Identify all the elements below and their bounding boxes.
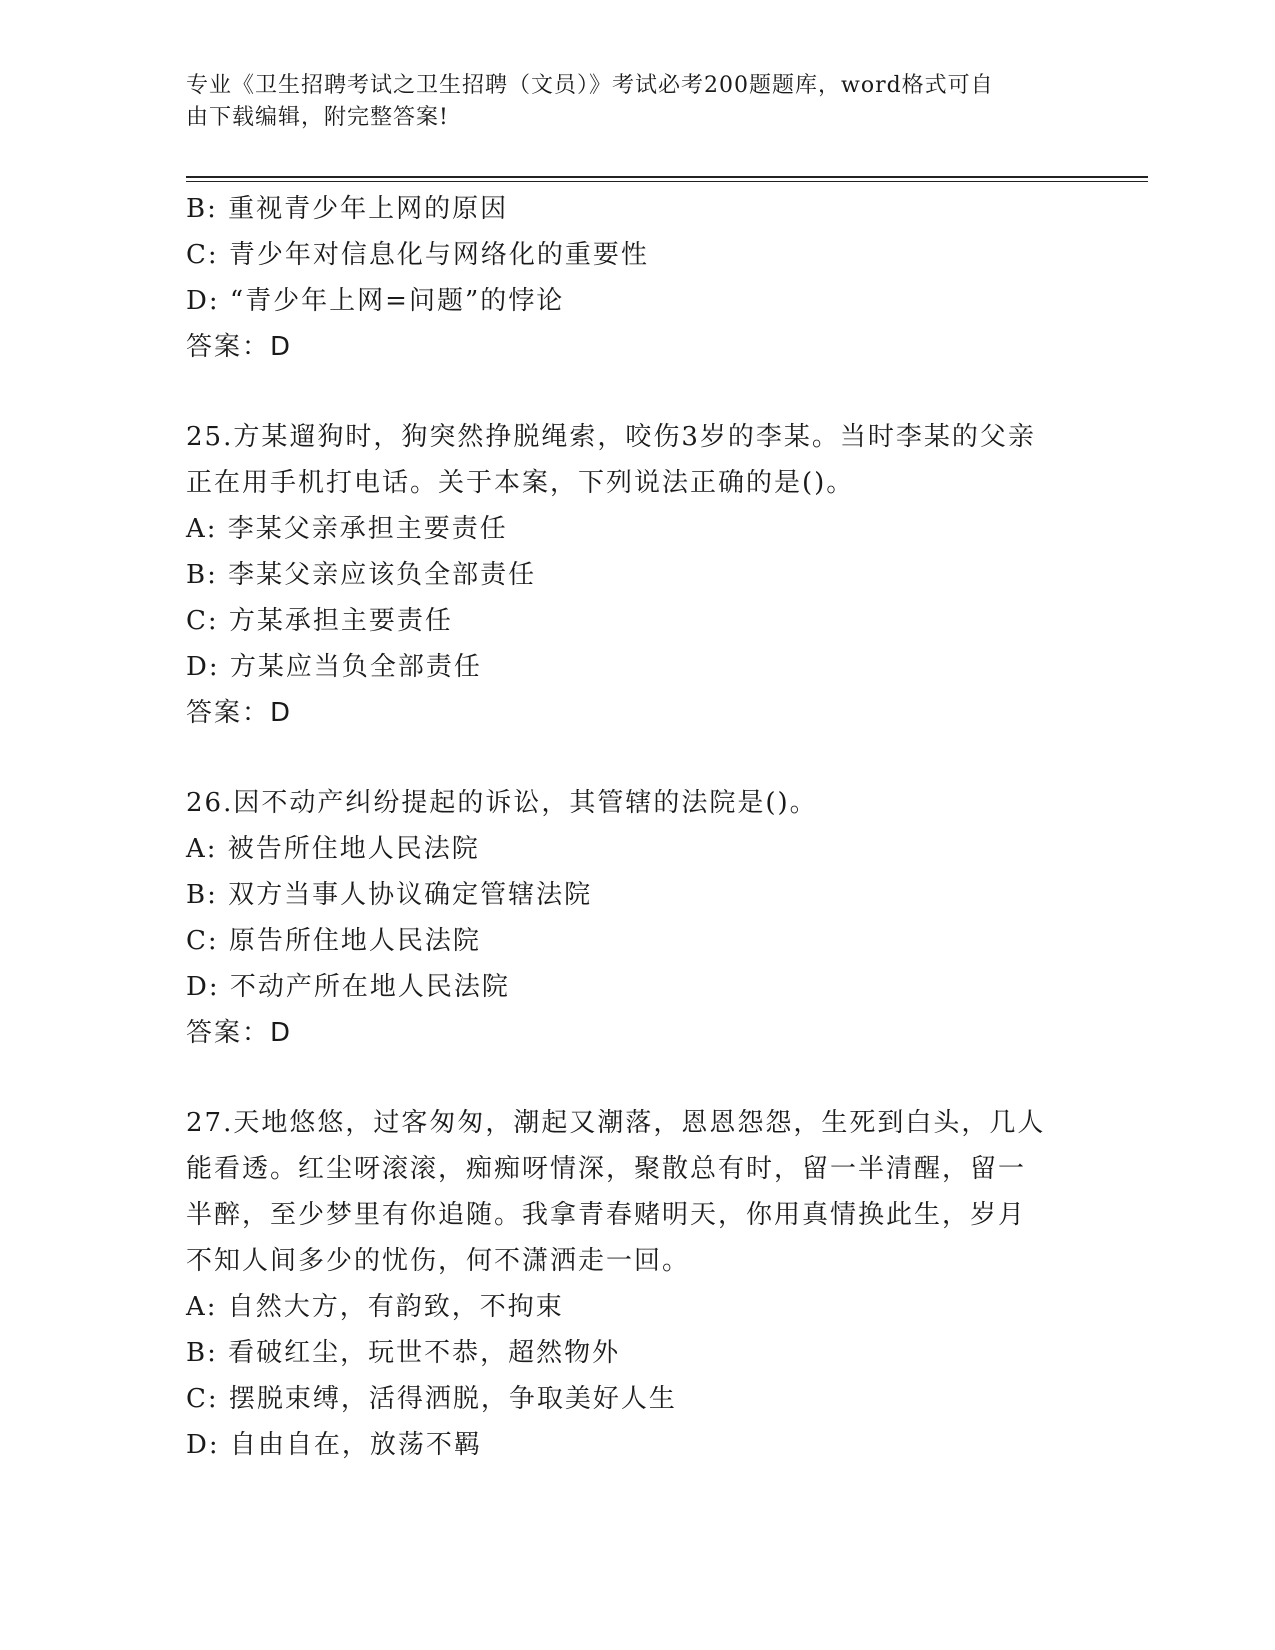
option-d: D: 自由自在，放荡不羁 — [186, 1430, 482, 1460]
question-stem: 25.方某遛狗时，狗突然挣脱绳索，咬伤3岁的李某。当时李某的父亲 — [186, 422, 1036, 452]
option-b: B: 双方当事人协议确定管辖法院 — [186, 880, 593, 910]
option-d: D: 不动产所在地人民法院 — [186, 972, 510, 1002]
option-c: C: 青少年对信息化与网络化的重要性 — [186, 240, 649, 270]
question-stem: 半醉，至少梦里有你追随。我拿青春赌明天，你用真情换此生，岁月 — [186, 1200, 1027, 1230]
option-c: C: 摆脱束缚，活得洒脱，争取美好人生 — [186, 1384, 677, 1414]
question-26 — [186, 780, 1086, 1056]
option-a: A: 自然大方，有韵致，不拘束 — [186, 1292, 564, 1322]
option-c: C: 方某承担主要责任 — [186, 606, 453, 636]
question-stem: 正在用手机打电话。关于本案，下列说法正确的是()。 — [186, 468, 855, 498]
question-stem: 26.因不动产纠纷提起的诉讼，其管辖的法院是()。 — [186, 788, 818, 818]
question-stem: 能看透。红尘呀滚滚，痴痴呀情深，聚散总有时，留一半清醒，留一 — [186, 1154, 1027, 1184]
option-d: D: 方某应当负全部责任 — [186, 652, 482, 682]
option-a: A: 被告所住地人民法院 — [186, 834, 480, 864]
answer-line: 答案：D — [186, 698, 293, 728]
answer-line: 答案：D — [186, 1018, 293, 1048]
answer-line: 答案：D — [186, 332, 293, 362]
document-header — [186, 70, 1086, 134]
option-d: D: “青少年上网=问题”的悖论 — [186, 286, 565, 316]
question-27 — [186, 1100, 1086, 1468]
question-stem: 27.天地悠悠，过客匆匆，潮起又潮落，恩恩怨怨，生死到白头，几人 — [186, 1108, 1046, 1138]
question-list — [186, 186, 1086, 1468]
header-line-2: 由下载编辑，附完整答案! — [186, 105, 449, 130]
option-b: B: 重视青少年上网的原因 — [186, 194, 509, 224]
option-b: B: 看破红尘，玩世不恭，超然物外 — [186, 1338, 621, 1368]
option-c: C: 原告所住地人民法院 — [186, 926, 481, 956]
spacer — [186, 370, 1086, 414]
question-25 — [186, 414, 1086, 736]
option-b: B: 李某父亲应该负全部责任 — [186, 560, 537, 590]
option-a: A: 李某父亲承担主要责任 — [186, 514, 508, 544]
header-line-1: 专业《卫生招聘考试之卫生招聘（文员）》考试必考200题题库，word格式可自 — [186, 73, 994, 98]
spacer — [186, 1056, 1086, 1100]
question-stem: 不知人间多少的忧伤，何不潇洒走一回。 — [186, 1246, 691, 1276]
header-divider-thick — [186, 176, 1148, 178]
question-24-tail — [186, 186, 1086, 370]
spacer — [186, 736, 1086, 780]
header-divider-thin — [186, 181, 1148, 182]
